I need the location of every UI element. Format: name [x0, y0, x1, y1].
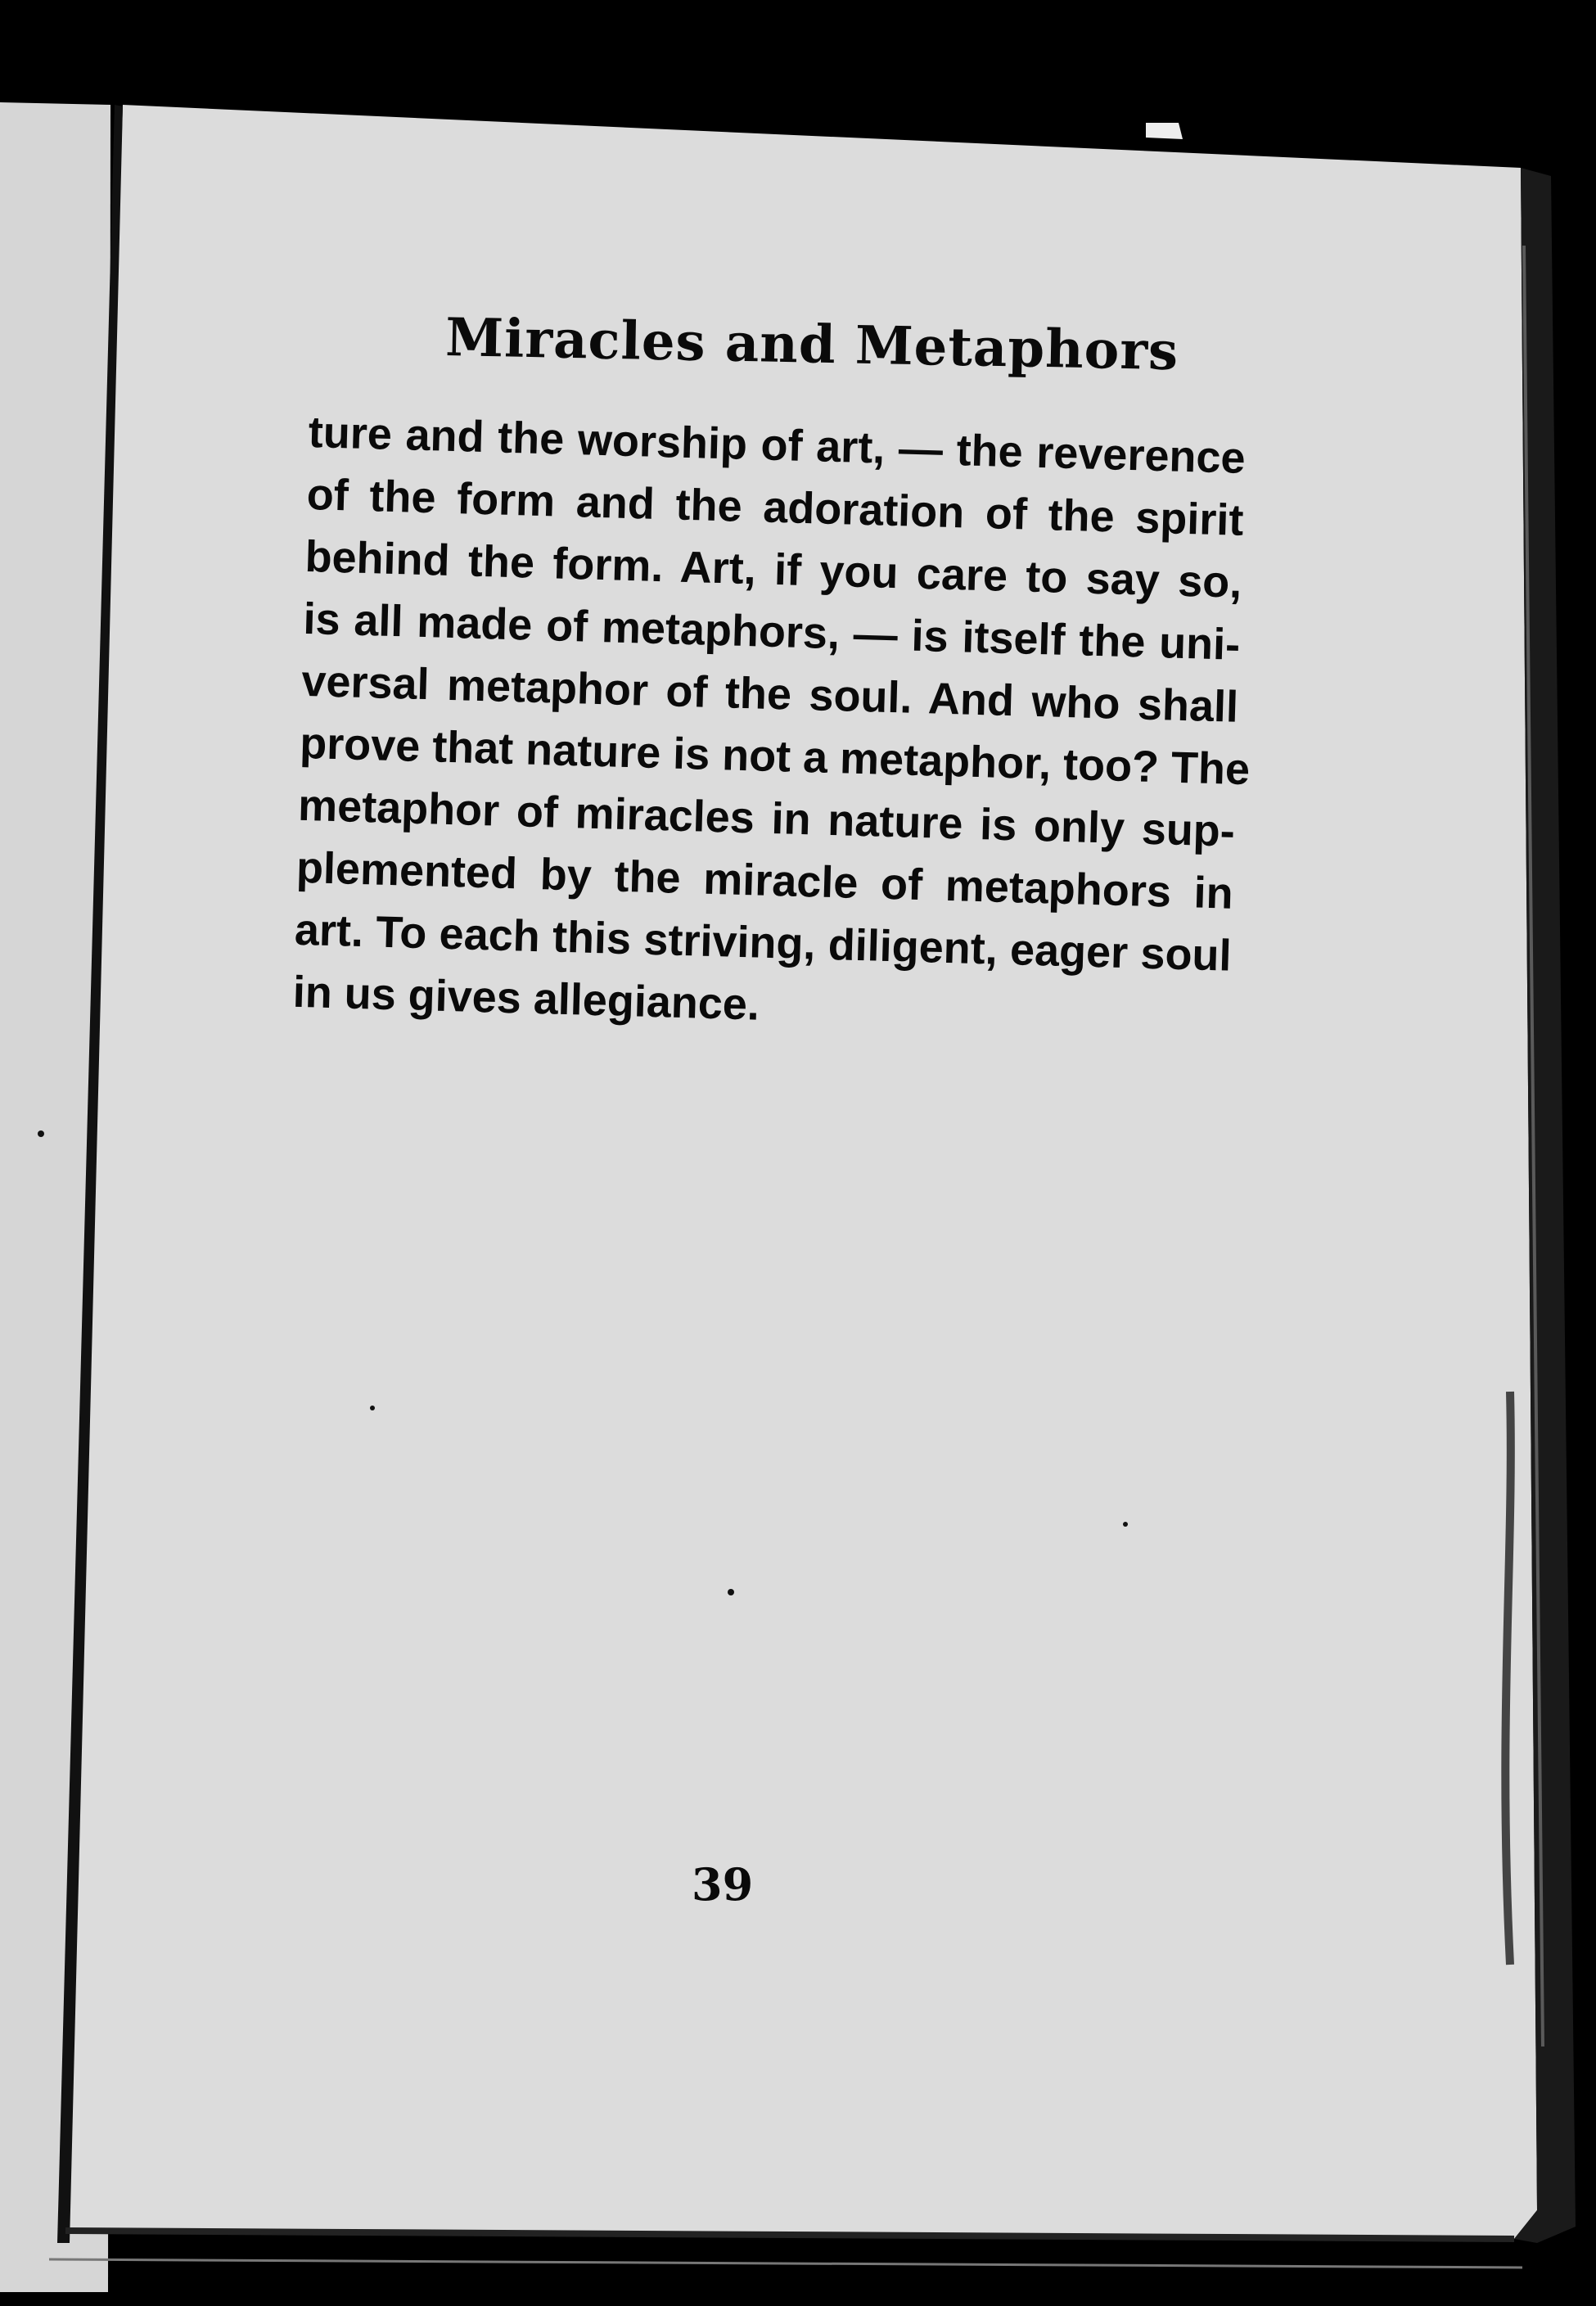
text-line: prove that nature is not a metaphor, too? The: [299, 718, 1251, 795]
text-line: plemented by the miracle of metaphors in: [295, 842, 1234, 918]
text-line: ture and the worship of art, — the reverence: [308, 407, 1247, 483]
text-line: is all made of metaphors, — is itself the uni-: [302, 593, 1241, 670]
text-line: in us gives allegiance.: [292, 967, 760, 1030]
text-line: versal metaphor of the soul. And who shall: [300, 656, 1239, 732]
running-head: Miracles and Metaphors: [444, 307, 1179, 383]
text-line: metaphor of miracles in nature is only sup-: [297, 780, 1236, 856]
text-line: of the form and the adoration of the spirit: [305, 469, 1245, 545]
page-number: 39: [692, 1858, 754, 1911]
text-line: behind the form. Art, if you care to say so,: [304, 531, 1243, 607]
text-line: art. To each this striving, diligent, eager soul: [294, 905, 1233, 981]
page-body-text: [292, 401, 1251, 1049]
